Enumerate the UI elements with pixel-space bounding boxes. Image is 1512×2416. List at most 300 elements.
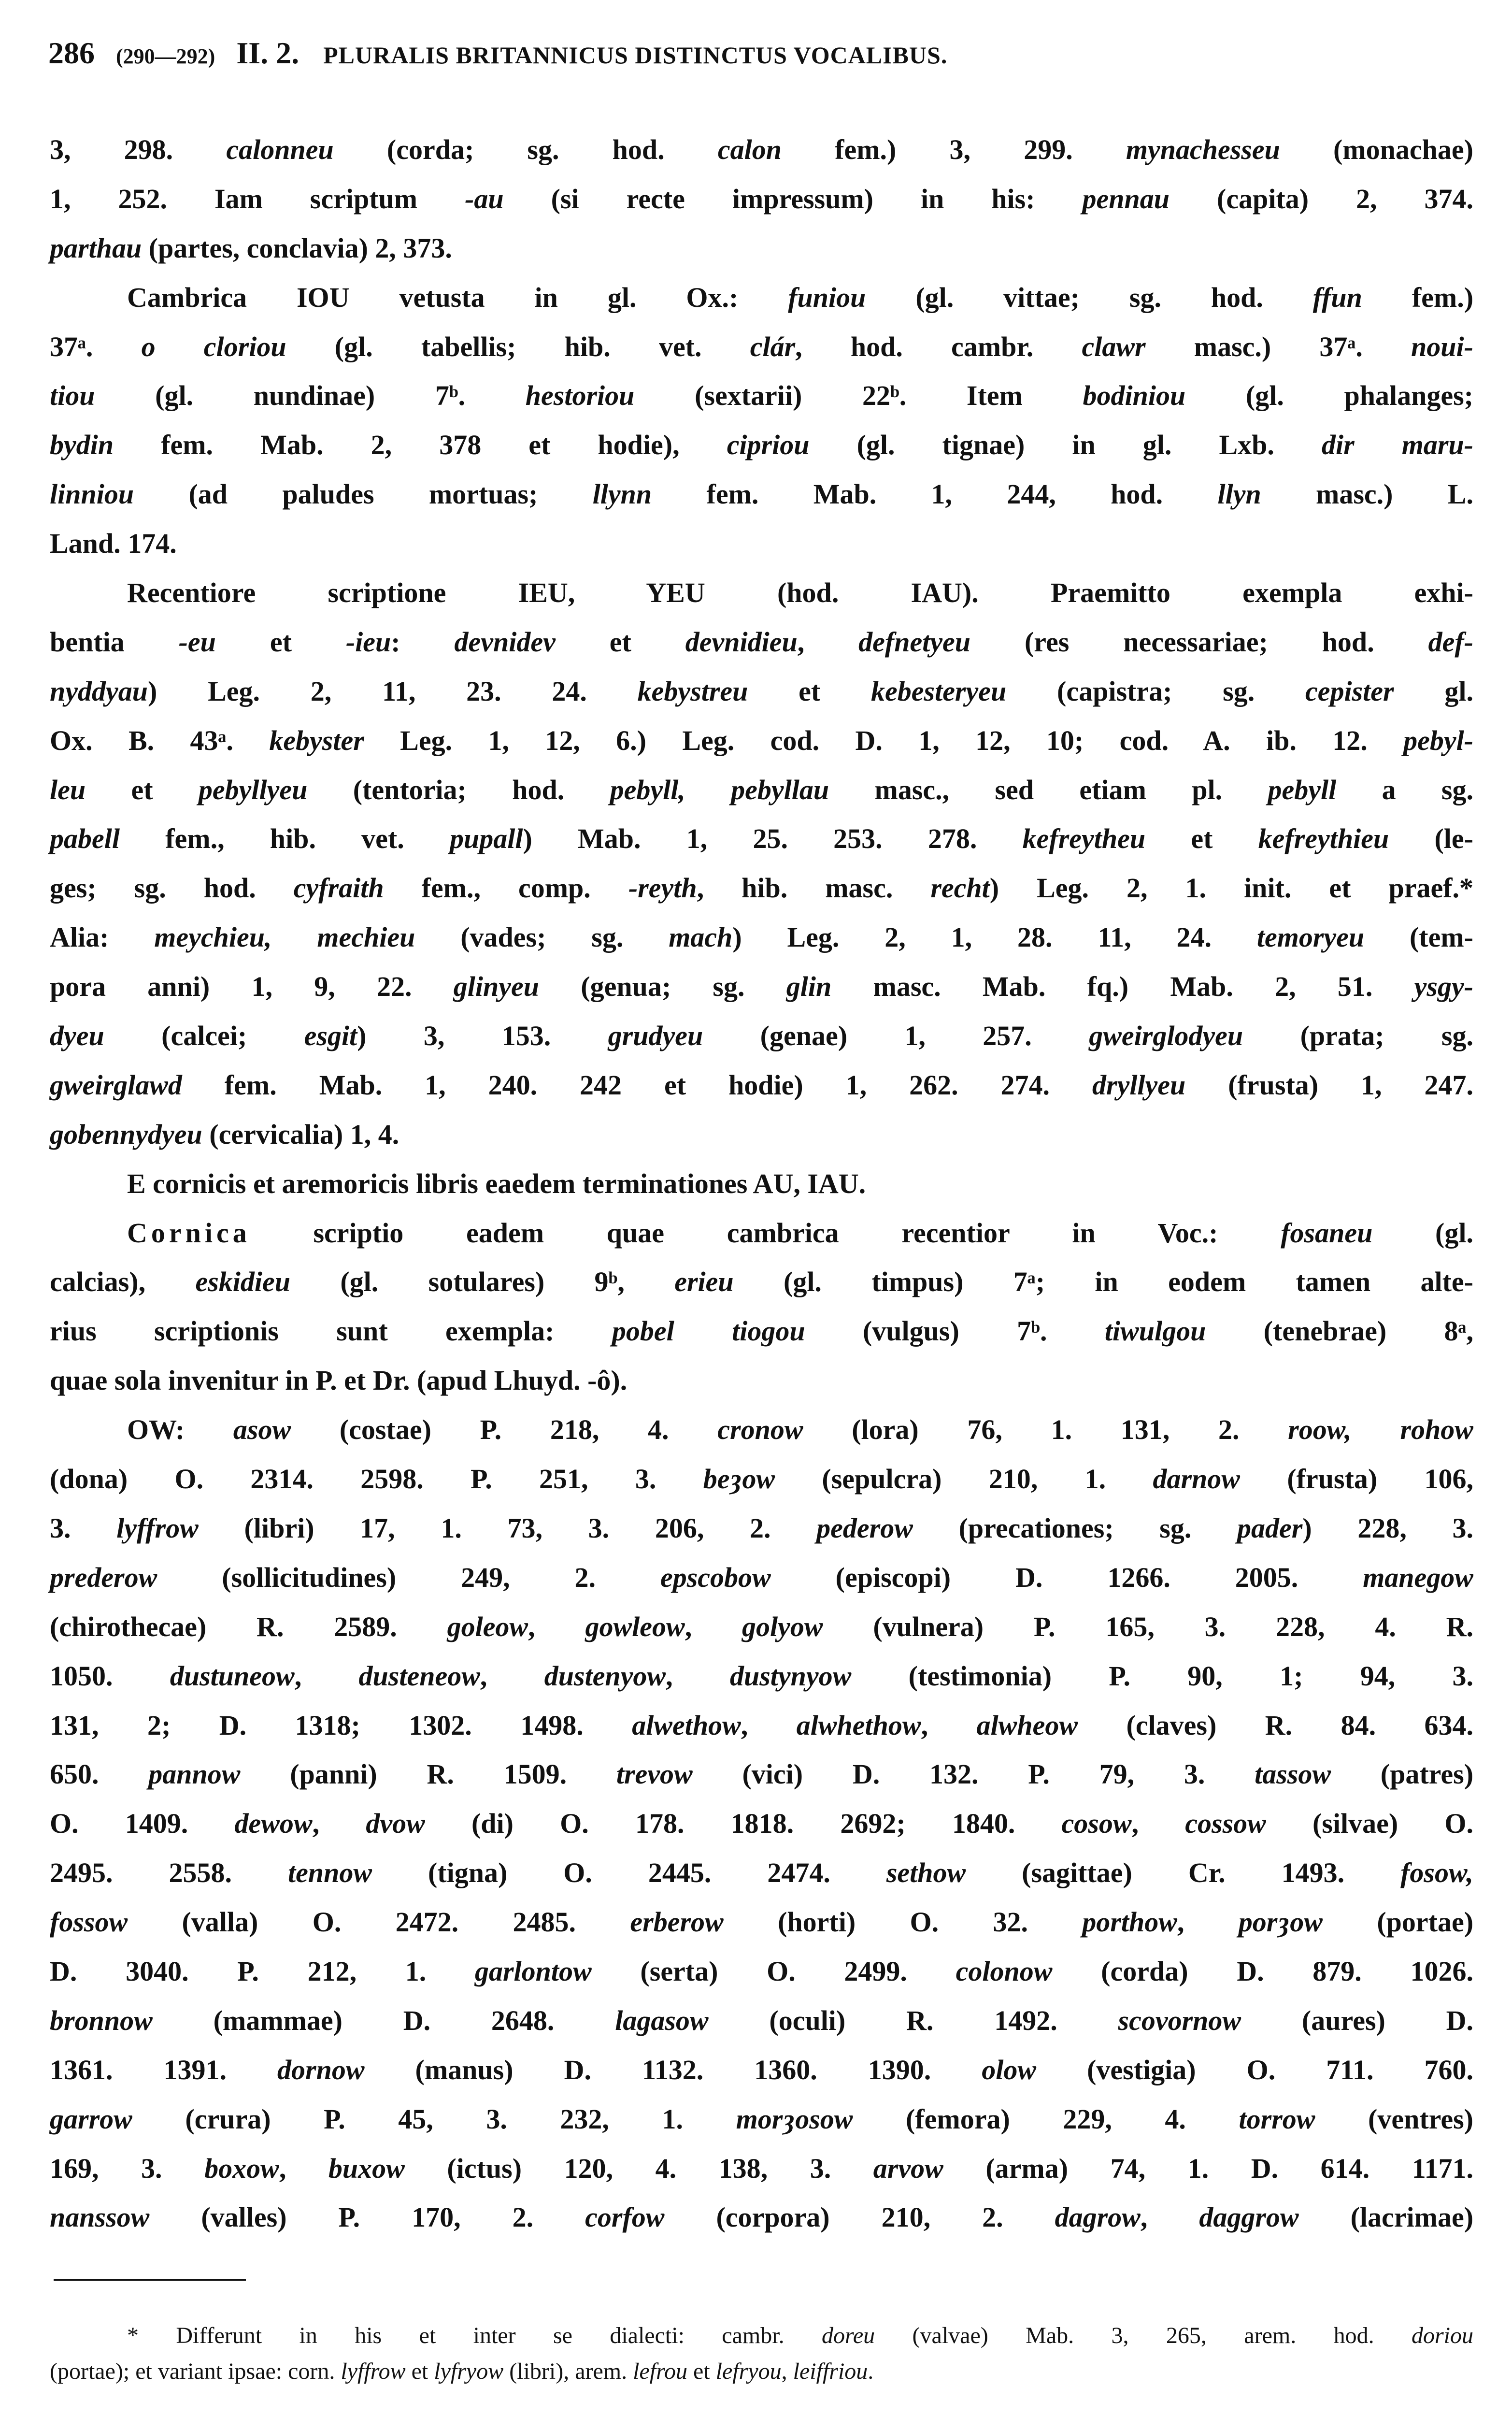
text-line — [50, 1061, 1473, 1110]
text-run: * Differunt in his et inter se dialecti: cambr. — [127, 2323, 822, 2348]
text-run: quae sola invenitur in P. et Dr. (apud Lhuyd. -ô). — [50, 1365, 628, 1396]
italic-term: alwhethow — [796, 1709, 921, 1741]
text-run: (res necessariae; hod. — [970, 626, 1428, 658]
italic-term: lyffrow — [341, 2358, 406, 2384]
text-run: calcias), — [50, 1266, 196, 1298]
italic-term: morȝosow — [736, 2103, 853, 2135]
text-run: (tigna) O. 2445. 2474. — [372, 1857, 886, 1889]
text-run: pora anni) 1, 9, 22. — [50, 971, 454, 1003]
text-line — [50, 224, 1473, 273]
text-line — [50, 420, 1473, 470]
text-run: (tem- — [1364, 921, 1473, 953]
italic-term: cyfraith — [293, 872, 384, 904]
text-run: OW: — [127, 1414, 233, 1446]
text-line — [50, 1799, 1473, 1848]
italic-term: ffun — [1312, 281, 1362, 313]
text-line — [50, 1159, 1473, 1208]
text-line — [50, 519, 1473, 568]
text-line — [50, 2354, 1473, 2389]
italic-term: asow — [233, 1414, 291, 1446]
text-line — [50, 2144, 1473, 2193]
italic-term: cepister — [1305, 675, 1394, 707]
text-run: masc. Mab. fq.) Mab. 2, 51. — [831, 971, 1414, 1003]
text-line — [50, 1257, 1473, 1307]
italic-term: trevow — [616, 1758, 693, 1790]
italic-term: pabell — [50, 823, 120, 855]
text-line — [50, 1750, 1473, 1799]
text-line — [50, 2095, 1473, 2144]
text-run: et — [215, 626, 346, 658]
text-run: a sg. — [1336, 774, 1474, 805]
italic-term: meychieu, mechieu — [154, 921, 415, 953]
text-run: , — [279, 2152, 328, 2184]
italic-term: gowleow — [585, 1611, 685, 1642]
text-line — [50, 618, 1473, 667]
italic-term: lagasow — [615, 2004, 709, 2036]
text-run: 3. — [50, 1512, 117, 1544]
text-run: , — [312, 1808, 366, 1840]
italic-term: parthau — [50, 232, 142, 264]
italic-term: garlontow — [474, 1955, 592, 1987]
text-run: (valla) O. 2472. 2485. — [128, 1906, 630, 1938]
italic-term: funiou — [788, 281, 866, 313]
text-run: 1361. 1391. — [50, 2054, 278, 2085]
text-run: E cornicis et aremoricis libris eaedem terminationes AU, IAU. — [127, 1167, 866, 1199]
text-run: , — [528, 1611, 585, 1642]
text-run: fem.) 3, 299. — [782, 134, 1126, 165]
text-run: (crura) P. 45, 3. 232, 1. — [132, 2103, 736, 2135]
text-run: (precationes; sg. — [913, 1512, 1238, 1544]
italic-term: -ieu — [345, 626, 391, 658]
text-run: (genua; sg. — [539, 971, 786, 1003]
text-run: 2495. 2558. — [50, 1857, 288, 1889]
text-run: D. 3040. P. 212, 1. — [50, 1955, 475, 1987]
italic-term: pebyll — [1268, 774, 1337, 805]
italic-term: bodiniou — [1083, 380, 1186, 412]
italic-term: lefryou — [715, 2358, 782, 2384]
text-line — [50, 2193, 1473, 2242]
text-run: (vestigia) O. 711. 760. — [1036, 2054, 1474, 2085]
text-run: (silvae) O. — [1266, 1808, 1473, 1840]
italic-term: calonneu — [226, 134, 334, 165]
italic-term: darnow — [1153, 1463, 1240, 1495]
text-run: (valles) P. 170, 2. — [149, 2201, 585, 2233]
footnote — [50, 2318, 1473, 2389]
text-run: (costae) P. 218, 4. — [291, 1414, 718, 1446]
text-run: , — [1131, 1808, 1185, 1840]
italic-term: nanssow — [50, 2201, 150, 2233]
text-run: , — [781, 2358, 793, 2384]
text-run: (capita) 2, 374. — [1170, 183, 1473, 215]
italic-term: ysgy- — [1414, 971, 1473, 1003]
text-line — [50, 863, 1473, 913]
italic-term: llynn — [592, 478, 652, 510]
text-run: Ox. B. 43ᵃ. — [50, 724, 270, 756]
text-run: masc., sed etiam pl. — [829, 774, 1268, 805]
text-line — [50, 2318, 1473, 2354]
text-run: (gl. nundinae) 7ᵇ. — [95, 380, 526, 412]
text-line — [50, 2045, 1473, 2095]
text-run: ) Leg. 2, 1. init. et praef.* — [989, 872, 1473, 904]
text-run: fem., comp. — [384, 872, 628, 904]
text-line — [50, 174, 1473, 224]
text-run: Alia: — [50, 921, 155, 953]
text-run: (gl. tabellis; hib. vet. — [286, 331, 750, 362]
text-run: O. 1409. — [50, 1808, 235, 1840]
italic-term: clawr — [1082, 331, 1146, 362]
italic-term: porȝow — [1238, 1906, 1323, 1938]
text-run: (vulgus) 7ᵇ. — [805, 1315, 1105, 1347]
text-run: 37ᵃ. — [50, 331, 142, 362]
text-run: bentia — [50, 626, 179, 658]
italic-term: scovornow — [1118, 2004, 1241, 2036]
text-run: (frusta) 1, 247. — [1185, 1069, 1473, 1101]
italic-term: kebesteryeu — [871, 675, 1007, 707]
text-line — [50, 1110, 1473, 1159]
text-run: (capistra; sg. — [1006, 675, 1305, 707]
italic-term: daggrow — [1199, 2201, 1299, 2233]
text-run: (sagittae) Cr. 1493. — [966, 1857, 1401, 1889]
text-run: (valvae) Mab. 3, 265, arem. hod. — [875, 2323, 1412, 2348]
text-run: (sepulcra) 210, 1. — [775, 1463, 1153, 1495]
italic-term: dustynyow — [729, 1660, 852, 1692]
text-line — [50, 1947, 1473, 1996]
text-run: , hib. masc. — [697, 872, 931, 904]
italic-term: llyn — [1217, 478, 1261, 510]
text-line — [50, 1652, 1473, 1701]
text-run: (serta) O. 2499. — [591, 1955, 956, 1987]
text-run: . — [868, 2358, 874, 2384]
italic-term: cipriou — [727, 429, 810, 461]
text-line — [50, 1454, 1473, 1504]
text-run: (panni) R. 1509. — [240, 1758, 616, 1790]
text-run: : — [391, 626, 455, 658]
italic-term: porthow — [1082, 1906, 1177, 1938]
italic-term: epscobow — [660, 1561, 771, 1593]
text-run: (gl. phalanges; — [1185, 380, 1473, 412]
italic-term: clár — [750, 331, 796, 362]
text-run: (corda; sg. hod. — [333, 134, 718, 165]
italic-term: devnidev — [454, 626, 556, 658]
text-line — [50, 962, 1473, 1011]
italic-term: buxow — [328, 2152, 405, 2184]
italic-term: def- — [1428, 626, 1473, 658]
text-line — [50, 1701, 1473, 1750]
italic-term: dryllyeu — [1092, 1069, 1186, 1101]
italic-term: grudyeu — [608, 1020, 703, 1052]
italic-term: arvow — [873, 2152, 943, 2184]
text-run: (calcei; — [104, 1020, 304, 1052]
italic-term: kebystreu — [637, 675, 748, 707]
text-run: Land. 174. — [50, 528, 177, 560]
italic-term: noui- — [1411, 331, 1473, 362]
italic-term: cosow — [1061, 1808, 1132, 1840]
text-run: 1050. — [50, 1660, 170, 1692]
main-text — [50, 125, 1473, 2242]
italic-term: devnidieu — [685, 626, 798, 658]
text-run: (gl. sotulares) 9ᵇ, — [290, 1266, 675, 1298]
text-run: (arma) 74, 1. D. 614. 1171. — [943, 2152, 1474, 2184]
text-run: (frusta) 106, — [1240, 1463, 1473, 1495]
text-run: (lacrimae) — [1298, 2201, 1474, 2233]
text-run: (patres) — [1331, 1758, 1474, 1790]
text-run: ) Mab. 1, 25. 253. 278. — [523, 823, 1023, 855]
text-run: (corda) D. 879. 1026. — [1052, 1955, 1473, 1987]
text-run: Recentiore scriptione IEU, YEU (hod. IAU). Praemitto exempla exhi- — [127, 577, 1473, 609]
italic-term: kefreytheu — [1022, 823, 1146, 855]
text-run: (dona) O. 2314. 2598. P. 251, 3. — [50, 1463, 703, 1495]
text-line — [50, 814, 1473, 863]
text-run: (sollicitudines) 249, 2. — [157, 1561, 660, 1593]
text-line — [50, 273, 1473, 322]
text-line — [50, 716, 1473, 765]
text-run: (gl. — [1372, 1217, 1473, 1249]
italic-term: colonow — [956, 1955, 1053, 1987]
italic-term: o cloriou — [141, 331, 286, 362]
text-line — [50, 1405, 1473, 1454]
text-line — [50, 1602, 1473, 1652]
text-run: (genae) 1, 257. — [703, 1020, 1089, 1052]
text-run: (monachae) — [1280, 134, 1473, 165]
italic-term: dyeu — [50, 1020, 104, 1052]
text-run: (claves) R. 84. 634. — [1078, 1709, 1474, 1741]
text-run: ) 228, 3. — [1302, 1512, 1473, 1544]
italic-term: fosow, — [1400, 1857, 1473, 1889]
text-run: , — [480, 1660, 544, 1692]
text-line — [50, 1553, 1473, 1602]
text-run: (tentoria; hod. — [307, 774, 610, 805]
text-run: et — [748, 675, 871, 707]
italic-term: pupall — [449, 823, 523, 855]
italic-term: boxow — [204, 2152, 279, 2184]
italic-term: leu — [50, 774, 86, 805]
italic-term: gweirglawd — [50, 1069, 182, 1101]
text-run: (vades; sg. — [415, 921, 669, 953]
italic-term: esgit — [304, 1020, 357, 1052]
text-run: , — [1177, 1906, 1239, 1938]
text-run: Cornica scriptio eadem quae cambrica recentior in Voc.: — [127, 1217, 1281, 1249]
italic-term: pennau — [1082, 183, 1170, 215]
text-run: (aures) D. — [1241, 2004, 1474, 2036]
text-run: et — [687, 2358, 716, 2384]
italic-term: bronnow — [50, 2004, 153, 2036]
italic-term: olow — [982, 2054, 1037, 2085]
italic-term: corfow — [585, 2201, 665, 2233]
text-run: (ventres) — [1315, 2103, 1473, 2135]
italic-term: dewow — [234, 1808, 313, 1840]
text-run: (ictus) 120, 4. 138, 3. — [404, 2152, 873, 2184]
text-run: 650. — [50, 1758, 149, 1790]
text-run: (vulnera) P. 165, 3. 228, 4. R. — [823, 1611, 1474, 1642]
text-run: , — [741, 1709, 797, 1741]
italic-term: prederow — [50, 1561, 157, 1593]
text-run: (chirothecae) R. 2589. — [50, 1611, 447, 1642]
text-line — [50, 913, 1473, 962]
italic-term: roow, rohow — [1288, 1414, 1473, 1446]
text-run: fem. Mab. 2, 378 et hodie), — [114, 429, 727, 461]
italic-term: alwheow — [976, 1709, 1078, 1741]
running-header — [48, 30, 1473, 76]
italic-term: cronow — [717, 1414, 803, 1446]
italic-term: dusteneow — [358, 1660, 480, 1692]
italic-term: erberow — [630, 1906, 724, 1938]
text-run: (horti) O. 32. — [723, 1906, 1083, 1938]
text-run: (portae) — [1322, 1906, 1474, 1938]
italic-term: -au — [465, 183, 504, 215]
text-run: , — [685, 1611, 742, 1642]
italic-term: lyffrow — [116, 1512, 199, 1544]
text-run: (di) O. 178. 1818. 2692; 1840. — [425, 1808, 1062, 1840]
page-range: (290—292) — [116, 44, 215, 68]
italic-term: dagrow — [1055, 2201, 1141, 2233]
italic-term: -reyth — [628, 872, 697, 904]
italic-term: tennow — [287, 1857, 372, 1889]
text-run: et — [1145, 823, 1258, 855]
text-run: (libri), arem. — [503, 2358, 633, 2384]
text-run: (gl. tignae) in gl. Lxb. — [809, 429, 1322, 461]
text-line — [50, 1996, 1473, 2045]
italic-term: fossow — [50, 1906, 128, 1938]
text-run: (sextarii) 22ᵇ. Item — [634, 380, 1083, 412]
text-run: fem. Mab. 1, 240. 242 et hodie) 1, 262. 274. — [182, 1069, 1092, 1101]
text-run: 3, 298. — [50, 134, 227, 165]
italic-term: gweirglodyeu — [1089, 1020, 1243, 1052]
text-run: (episcopi) D. 1266. 2005. — [770, 1561, 1363, 1593]
text-line — [50, 568, 1473, 618]
italic-term: hestoriou — [525, 380, 635, 412]
italic-term: goleow — [447, 1611, 528, 1642]
italic-term: dornow — [277, 2054, 365, 2085]
italic-term: tiou — [50, 380, 95, 412]
italic-term: calon — [717, 134, 782, 165]
italic-term: lyfryow — [434, 2358, 504, 2384]
italic-term: lefrou — [633, 2358, 688, 2384]
italic-term: dir maru- — [1321, 429, 1473, 461]
italic-term: kebyster — [269, 724, 364, 756]
italic-term: beȝow — [703, 1463, 775, 1495]
text-run: (partes, conclavia) 2, 373. — [142, 232, 452, 264]
text-run: rius scriptionis sunt exempla: — [50, 1315, 612, 1347]
text-run: et — [405, 2358, 434, 2384]
text-run: fem.) — [1362, 281, 1474, 313]
text-run: , hod. cambr. — [795, 331, 1082, 362]
text-run: (prata; sg. — [1243, 1020, 1473, 1052]
text-run: ) Leg. 2, 1, 28. 11, 24. — [732, 921, 1257, 953]
italic-term: pobel tiogou — [612, 1315, 805, 1347]
italic-term: kefreythieu — [1258, 823, 1389, 855]
page-number: 286 — [48, 36, 95, 70]
text-line — [50, 1307, 1473, 1356]
text-run: , — [294, 1660, 359, 1692]
italic-term: glin — [786, 971, 832, 1003]
italic-term: manegow — [1363, 1561, 1473, 1593]
italic-term: golyow — [742, 1611, 823, 1642]
text-run: (ad paludes mortuas; — [134, 478, 593, 510]
italic-term: garrow — [50, 2103, 132, 2135]
text-run: Leg. 1, 12, 6.) Leg. cod. D. 1, 12, 10; cod. A. ib. 12. — [364, 724, 1404, 756]
text-run: (testimonia) P. 90, 1; 94, 3. — [851, 1660, 1474, 1692]
italic-term: eskidieu — [195, 1266, 290, 1298]
italic-term: pederow — [816, 1512, 913, 1544]
text-run: (cervicalia) 1, 4. — [202, 1118, 399, 1150]
italic-term: pebyl- — [1403, 724, 1473, 756]
text-run: 169, 3. — [50, 2152, 205, 2184]
italic-term: mach — [669, 921, 733, 953]
text-run: (manus) D. 1132. 1360. 1390. — [364, 2054, 982, 2085]
italic-term: nyddyau — [50, 675, 148, 707]
italic-term: sethow — [886, 1857, 966, 1889]
text-line — [50, 371, 1473, 420]
text-run: masc.) L. — [1261, 478, 1473, 510]
text-run: (vici) D. 132. P. 79, 3. — [692, 1758, 1255, 1790]
italic-term: temoryeu — [1256, 921, 1365, 953]
text-run: (gl. vittae; sg. hod. — [866, 281, 1313, 313]
italic-term: doriou — [1411, 2323, 1473, 2348]
italic-term: dvow — [366, 1808, 425, 1840]
text-run: ) 3, 153. — [357, 1020, 608, 1052]
italic-term: glinyeu — [453, 971, 539, 1003]
text-run: (le- — [1389, 823, 1473, 855]
running-title: PLURALIS BRITANNICUS DISTINCTUS VOCALIBUS. — [323, 42, 948, 69]
text-run: fem. Mab. 1, 244, hod. — [652, 478, 1218, 510]
text-line — [50, 125, 1473, 174]
italic-term: erieu — [674, 1266, 734, 1298]
text-run: ) Leg. 2, 11, 23. 24. — [148, 675, 638, 707]
text-run: (tenebrae) 8ᵃ, — [1206, 1315, 1473, 1347]
text-run: (gl. timpus) 7ᵃ; in eodem tamen alte- — [733, 1266, 1473, 1298]
italic-term: pannow — [148, 1758, 241, 1790]
text-run: et — [86, 774, 199, 805]
text-run: masc.) 37ᵃ. — [1145, 331, 1412, 362]
text-run: (oculi) R. 1492. — [708, 2004, 1118, 2036]
text-run: (corpora) 210, 2. — [664, 2201, 1055, 2233]
text-line — [50, 667, 1473, 716]
spaced-word: Cornica — [127, 1217, 251, 1249]
text-run: fem., hib. vet. — [119, 823, 450, 855]
text-run: 131, 2; D. 1318; 1302. 1498. — [50, 1709, 632, 1741]
italic-term: linniou — [50, 478, 134, 510]
text-run: , — [666, 1660, 730, 1692]
text-line — [50, 1504, 1473, 1553]
text-line — [50, 1356, 1473, 1405]
italic-term: cossow — [1185, 1808, 1266, 1840]
italic-term: recht — [930, 872, 990, 904]
text-run: gl. — [1394, 675, 1473, 707]
text-run: (femora) 229, 4. — [853, 2103, 1239, 2135]
italic-term: dustuneow — [170, 1660, 295, 1692]
text-run: (mammae) D. 2648. — [152, 2004, 615, 2036]
text-line — [50, 322, 1473, 372]
text-run: (lora) 76, 1. 131, 2. — [803, 1414, 1288, 1446]
section-number: II. 2. — [236, 36, 300, 70]
footnote-rule — [54, 2279, 246, 2281]
italic-term: fosaneu — [1281, 1217, 1373, 1249]
italic-term: -eu — [178, 626, 216, 658]
italic-term: pader — [1237, 1512, 1303, 1544]
text-line — [50, 1848, 1473, 1898]
text-line — [50, 1011, 1473, 1061]
italic-term: tassow — [1255, 1758, 1331, 1790]
italic-term: mynachesseu — [1126, 134, 1280, 165]
text-run: Cambrica IOU vetusta in gl. Ox.: — [127, 281, 788, 313]
italic-term: doreu — [821, 2323, 875, 2348]
italic-term: defnetyeu — [858, 626, 971, 658]
text-run: (libri) 17, 1. 73, 3. 206, 2. — [198, 1512, 817, 1544]
text-line — [50, 470, 1473, 519]
text-line — [50, 1898, 1473, 1947]
italic-term: dustenyow — [544, 1660, 666, 1692]
italic-term: pebyll, pebyllau — [610, 774, 829, 805]
